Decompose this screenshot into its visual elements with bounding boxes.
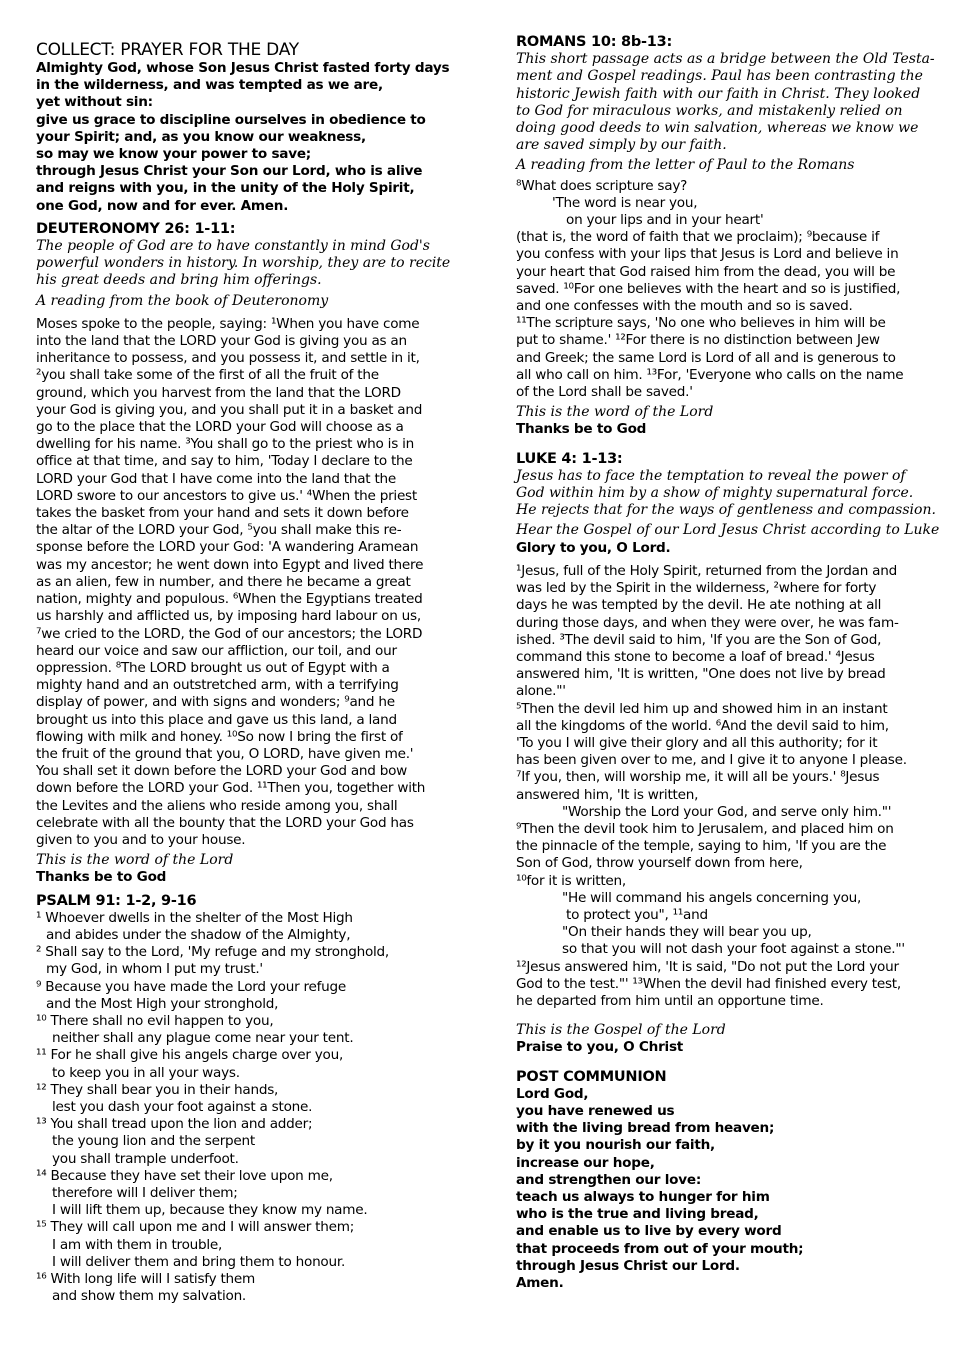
deuteronomy-text-line: takes the basket from your hand and sets it down before [36,505,409,522]
romans-text-line: and Greek; the same Lord is Lord of all and is generous to [516,349,896,366]
deuteronomy-text-line: LORD your God that I have come into the land that the [36,470,397,487]
deuteronomy-text-line: mighty hand and an outstretched arm, with a terrifying [36,677,399,694]
psalm-verse-line: ¹ Whoever dwells in the shelter of the Most High [36,909,353,926]
deuteronomy-text-line: LORD swore to our ancestors to give us.' ⁴When the priest [36,487,417,504]
psalm-verse-line: I will lift them up, because they know my name. [52,1202,368,1219]
romans-text-line: (that is, the word of faith that we proclaim); ⁹because if [516,229,880,246]
romans-text-line: of the Lord shall be saved.' [516,384,693,401]
collect-line: give us grace to discipline ourselves in obedience to [36,111,426,128]
deuteronomy-text-line: given to you and to your house. [36,831,246,848]
psalm-verse-line: neither shall any plague come near your tent. [52,1030,354,1047]
luke-heading: LUKE 4: 1-13: [516,450,623,467]
collect-line: one God, now and for ever. Amen. [36,197,289,214]
romans-response: Thanks be to God [516,421,647,438]
luke-text-line: ¹⁰for it is written, [516,872,626,889]
left-column [36,40,466,1305]
luke-announcement-response: Glory to you, O Lord. [516,539,671,556]
collect-section [36,40,466,215]
romans-text-line: saved. ¹⁰For one believes with the heart and so is justified, [516,280,901,297]
romans-text-line: your heart that God raised him from the dead, you will be [516,263,896,280]
psalm-verse-line: ¹⁴ Because they have set their love upon me, [36,1167,333,1184]
luke-text-line: Son of God, throw yourself down from here, [516,855,803,872]
psalm-verse-line: I am with them in trouble, [52,1236,223,1253]
luke-text-line: "Worship the Lord your God, and serve only him."' [562,803,892,820]
psalm-heading: PSALM 91: 1-2, 9-16 [36,892,197,909]
luke-text-line: days he was tempted by the devil. He ate nothing at all [516,597,882,614]
psalm-verse-line: and show them my salvation. [52,1288,247,1305]
deuteronomy-end: This is the word of the Lord [36,852,234,869]
deuteronomy-text-line: your God is giving you, and you shall put it in a basket and [36,401,423,418]
psalm-verse-line: ¹⁵ They will call upon me and I will answer them; [36,1219,355,1236]
deuteronomy-text-line: into the land that the LORD your God is giving you as an [36,333,407,350]
psalm-verse-line: ¹² They shall bear you in their hands, [36,1081,279,1098]
collect-line: through Jesus Christ your Son our Lord, who is alive [36,163,423,180]
deuteronomy-heading: DEUTERONOMY 26: 1-11: [36,220,236,237]
psalm-verse-line: my God, in whom I put my trust.' [46,961,263,978]
deuteronomy-intro: his great deeds and bring him offerings. [36,272,322,289]
romans-text-line: ¹¹The scripture says, 'No one who believes in him will be [516,315,886,332]
post-communion-line: you have renewed us [516,1102,675,1119]
post-communion-line: Lord God, [516,1085,589,1102]
luke-text-line: God to the test."' ¹³When the devil had finished every test, [516,975,901,992]
deuteronomy-text-line: oppression. ⁸The LORD brought us out of Egypt with a [36,659,390,676]
deuteronomy-text-line: dwelling for his name. ³You shall go to the priest who is in [36,436,415,453]
psalm-verse-line: therefore will I deliver them; [52,1185,238,1201]
luke-text-line: has been given over to me, and I give it to anyone I please. [516,752,907,769]
right-column [516,34,940,1292]
luke-text-line: during those days, and when they were over, he was fam- [516,614,899,631]
deuteronomy-text-line: sponse before the LORD your God: 'A wandering Aramean [36,539,419,556]
post-communion-line: increase our hope, [516,1154,655,1171]
luke-text-line: ¹Jesus, full of the Holy Spirit, returned from the Jordan and [516,562,897,579]
luke-text-line: to protect you", ¹¹and [566,906,708,923]
deuteronomy-text-line: the altar of the LORD your God, ⁵you shall make this re- [36,522,402,539]
luke-text-line: ⁷If you, then, will worship me, it will all be yours.' ⁸Jesus [516,769,880,786]
luke-response: Praise to you, O Christ [516,1039,684,1056]
romans-text-line: all who call on him. ¹³For, 'Everyone who calls on the name [516,366,904,383]
luke-text-line: he departed from him until an opportune time. [516,992,824,1009]
post-communion-line: and strengthen our love: [516,1171,702,1188]
luke-end: This is the Gospel of the Lord [516,1022,726,1039]
romans-intro: historic Jewish faith with our faith in Christ. They looked [516,85,921,102]
collect-line: and reigns with you, in the unity of the Holy Spirit, [36,180,415,197]
luke-text-line: was led by the Spirit in the wilderness, ²where for forty [516,580,877,597]
psalm-verse-line: ⁹ Because you have made the Lord your refuge [36,978,347,995]
luke-text-line: ished. ³The devil said to him, 'If you are the Son of God, [516,631,882,648]
post-communion-line: teach us always to hunger for him [516,1189,770,1205]
luke-text-line: ¹²Jesus answered him, 'It is said, "Do not put the Lord your [516,958,899,975]
psalm-verse-line: and abides under the shadow of the Almighty, [46,926,351,943]
deuteronomy-text-line: nation, mighty and populous. ⁶When the Egyptians treated [36,591,423,608]
post-communion-line: that proceeds from out of your mouth; [516,1240,804,1257]
romans-intro: This short passage acts as a bridge between the Old Testa- [516,51,935,68]
deuteronomy-text-line: go to the place that the LORD your God will choose as a [36,419,404,436]
post-communion-line: through Jesus Christ our Lord. [516,1257,740,1274]
deuteronomy-intro: powerful wonders in history. In worship, they are to recite [36,255,451,272]
deuteronomy-text-line: ⁷we cried to the LORD, the God of our ancestors; the LORD [36,625,423,642]
luke-text-line: "On their hands they will bear you up, [562,924,812,941]
luke-text-line: "He will command his angels concerning you, [562,889,862,906]
deuteronomy-text-line: inheritance to possess, and you possess it, and settle in it, [36,350,420,367]
psalm-verse-line: lest you dash your foot against a stone. [52,1098,313,1115]
psalm-verse-line: you shall trample underfoot. [52,1150,239,1167]
post-communion-line: with the living bread from heaven; [516,1120,775,1137]
luke-intro: God within him by a show of mighty supernatural force. [516,485,914,502]
deuteronomy-intro: The people of God are to have constantly in mind God's [36,238,430,255]
psalm-section [36,893,466,1306]
romans-heading: ROMANS 10: 8b-13: [516,34,673,50]
deuteronomy-text-line: Moses spoke to the people, saying: ¹When you have come [36,315,420,332]
collect-line: so may we know your power to save; [36,146,311,163]
deuteronomy-text-line: office at that time, and say to him, 'Today I declare to the [36,453,413,470]
collect-line: your Spirit; and, as you know our weakness, [36,128,366,145]
luke-section [516,451,940,1057]
luke-text-line: answered him, 'It is written, [516,786,699,803]
deuteronomy-text-line: the Levites and the aliens who reside among you, shall [36,797,398,814]
collect-line: in the wilderness, and was tempted as we are, [36,77,383,94]
post-communion-section [516,1069,940,1293]
deuteronomy-text-line: brought us into this place and gave us this land, a land [36,711,397,728]
romans-text-line: 'The word is near you, [552,194,698,211]
luke-text-line: alone."' [516,683,566,700]
romans-intro: doing good deeds to win salvation, whereas we know we [516,120,919,137]
deuteronomy-text-line: celebrate with all the bounty that the LORD your God has [36,814,414,831]
luke-intro: He rejects that for the ways of gentleness and compassion. [516,502,936,519]
romans-intro: ment and Gospel readings. Paul has been contrasting the [516,68,923,85]
romans-intro: to God for miraculous works, and mistakenly relied on [516,102,903,119]
post-communion-line: and enable us to live by every word [516,1223,782,1240]
psalm-verse-line: ² Shall say to the Lord, 'My refuge and my stronghold, [36,944,389,961]
romans-text-line: and one confesses with the mouth and so is saved. [516,298,853,315]
deuteronomy-text-line: the fruit of the ground that you, O LORD, have given me.' [36,745,414,762]
deuteronomy-text-line: heard our voice and saw our affliction, our toil, and our [36,642,397,659]
deuteronomy-text-line: ground, which you harvest from the land that the LORD [36,384,401,401]
romans-section [516,34,940,439]
luke-text-line: command this stone to become a loaf of bread.' ⁴Jesus [516,648,875,665]
collect-heading: COLLECT: PRAYER FOR THE DAY [36,40,299,60]
luke-text-line: so that you will not dash your foot against a stone."' [562,941,905,958]
deuteronomy-text-line: down before the LORD your God. ¹¹Then you, together with [36,780,426,797]
psalm-verse-line: ¹⁶ With long life will I satisfy them [36,1271,256,1288]
psalm-verse-line: I will deliver them and bring them to honour. [52,1253,346,1270]
deuteronomy-text-line: us harshly and afflicted us, by imposing hard labour on us, [36,608,421,625]
luke-text-line: all the kingdoms of the world. ⁶And the devil said to him, [516,717,889,734]
deuteronomy-response: Thanks be to God [36,869,167,886]
deuteronomy-text-line: as an alien, few in number, and there he became a great [36,573,411,590]
romans-text-line: ⁸What does scripture say? [516,177,688,194]
collect-line: yet without sin: [36,94,153,111]
deuteronomy-text-line: display of power, and with signs and wonders; ⁹and he [36,694,395,711]
collect-line: Almighty God, whose Son Jesus Christ fasted forty days [36,60,450,76]
post-communion-line: who is the true and living bread, [516,1206,759,1223]
psalm-verse-line: the young lion and the serpent [52,1133,255,1150]
post-communion-heading: POST COMMUNION [516,1068,667,1085]
deuteronomy-text-line: was my ancestor; he went down into Egypt and lived there [36,556,424,573]
luke-intro: Jesus has to face the temptation to reveal the power of [516,467,906,484]
romans-announcement: A reading from the letter of Paul to the Romans [516,157,855,174]
romans-intro: are saved simply by our faith. [516,137,727,154]
romans-text-line: put to shame.' ¹²For there is no distinction between Jew [516,332,880,349]
post-communion-line: by it you nourish our faith, [516,1137,715,1154]
deuteronomy-announcement: A reading from the book of Deuteronomy [36,292,329,309]
psalm-verse-line: ¹⁰ There shall no evil happen to you, [36,1012,274,1029]
psalm-verse-line: to keep you in all your ways. [52,1064,240,1081]
luke-announcement: Hear the Gospel of our Lord Jesus Christ according to Luke [516,522,940,539]
deuteronomy-text-line: You shall set it down before the LORD your God and bow [36,763,408,780]
luke-text-line: answered him, 'It is written, "One does not live by bread [516,666,886,683]
luke-text-line: ⁵Then the devil led him up and showed him in an instant [516,700,888,717]
luke-text-line: ⁹Then the devil took him to Jerusalem, and placed him on [516,820,894,837]
romans-end: This is the word of the Lord [516,404,714,421]
romans-text-line: on your lips and in your heart' [566,212,764,229]
deuteronomy-text-line: flowing with milk and honey. ¹⁰So now I bring the first of [36,728,403,745]
luke-text-line: 'To you I will give their glory and all this authority; for it [516,734,878,751]
post-communion-line: Amen. [516,1275,564,1292]
romans-text-line: you confess with your lips that Jesus is Lord and believe in [516,246,899,263]
psalm-verse-line: and the Most High your stronghold, [46,995,279,1012]
deuteronomy-text-line: ²you shall take some of the first of all the fruit of the [36,367,379,384]
psalm-verse-line: ¹¹ For he shall give his angels charge over you, [36,1047,344,1064]
deuteronomy-section [36,221,466,887]
psalm-verse-line: ¹³ You shall tread upon the lion and adder; [36,1116,313,1133]
luke-text-line: the pinnacle of the temple, saying to him, 'If you are the [516,838,887,855]
